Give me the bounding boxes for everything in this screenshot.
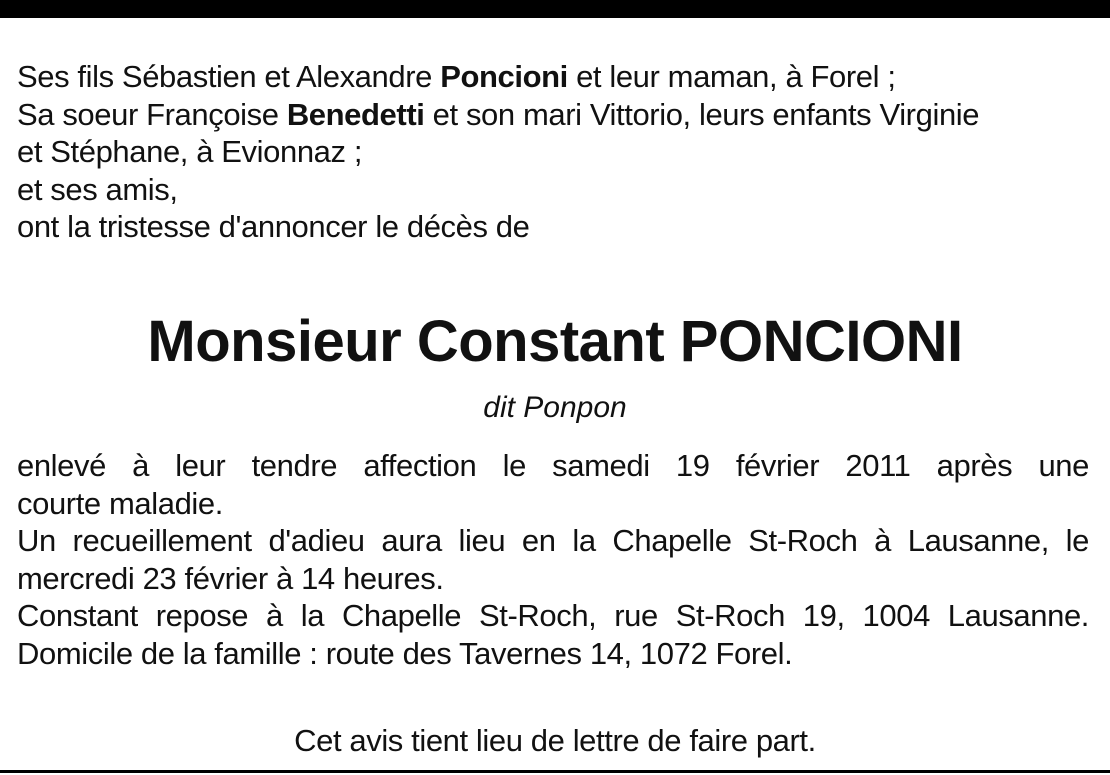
family-line-sister <box>17 96 1097 134</box>
top-border <box>0 0 1110 18</box>
deceased-nickname: dit Ponpon <box>483 391 627 424</box>
obituary-body <box>17 447 1089 672</box>
body-line-1: enlevé à leur tendre affection le samedi 19 février 2011 après une <box>17 448 1089 483</box>
body-line-6: Domicile de la famille : route des Tavernes 14, 1072 Forel. <box>17 635 793 671</box>
body-line-3: Un recueillement d'adieu aura lieu en la Chapelle St-Roch à Lausanne, le <box>17 523 1089 558</box>
body-line-5: Constant repose à la Chapelle St-Roch, rue St-Roch 19, 1004 Lausanne. <box>17 598 1089 633</box>
family-line-children: et Stéphane, à Evionnaz ; <box>17 134 363 169</box>
sons-text-end: et leur maman, à Forel ; <box>567 59 896 94</box>
family-announcement <box>17 58 1097 246</box>
body-line-4: mercredi 23 février à 14 heures. <box>17 560 444 596</box>
sons-text: Ses fils Sébastien et Alexandre <box>17 59 441 94</box>
family-line-friends: et ses amis, <box>17 171 178 207</box>
surname-benedetti: Benedetti <box>286 96 425 132</box>
bottom-border <box>0 770 1110 773</box>
body-line-2: courte maladie. <box>17 485 223 521</box>
closing-note: Cet avis tient lieu de lettre de faire part. <box>294 723 816 758</box>
surname-poncioni: Poncioni <box>440 59 568 94</box>
family-line-sons <box>17 58 1097 96</box>
sister-text-end: et son mari Vittorio, leurs enfants Virginie <box>424 96 980 132</box>
deceased-name: Monsieur Constant PONCIONI <box>147 309 963 374</box>
family-line-announce: ont la tristesse d'annoncer le décès de <box>17 209 530 244</box>
sister-text: Sa soeur Françoise <box>17 96 287 132</box>
